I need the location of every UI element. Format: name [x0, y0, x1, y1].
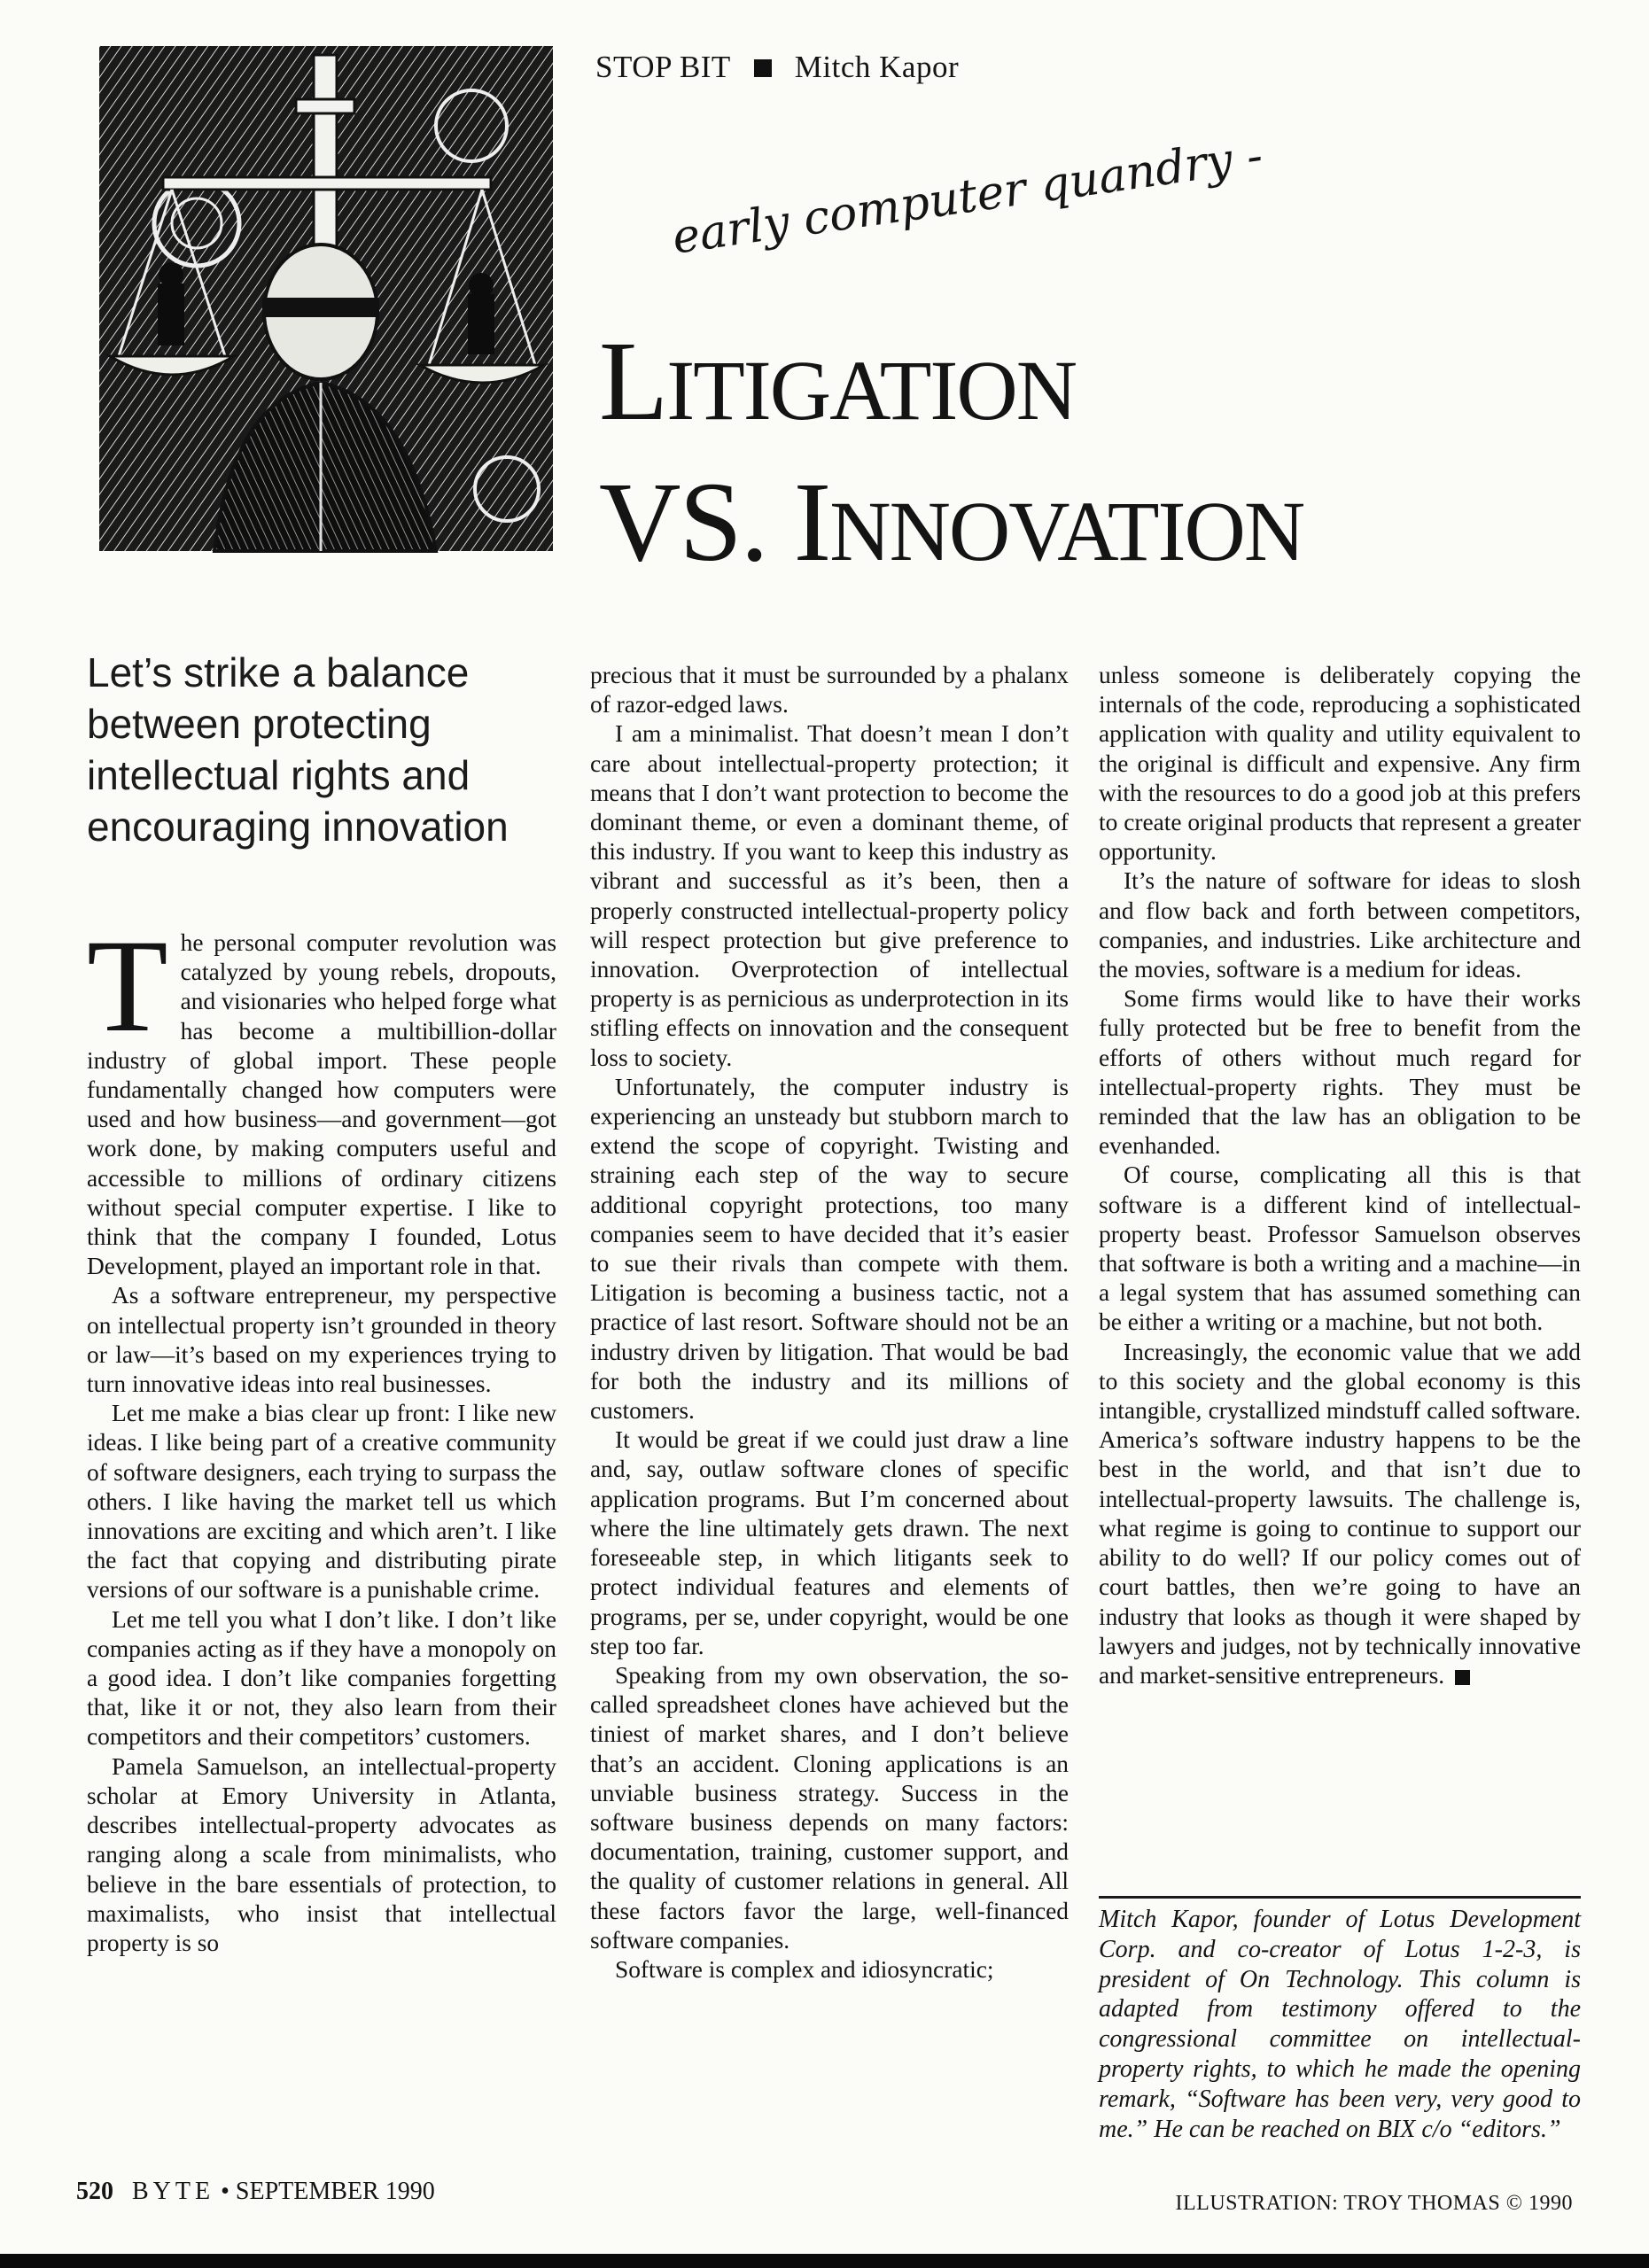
paragraph: unless someone is deliberately copying the internals of the code, reproducing a sophisticated application with quality and utility equivalent to the original is difficult and expensive. Any firm with the resources to do a good job at this prefers to create original products that represent a greater opportunity. — [1099, 662, 1581, 866]
scales-of-justice-icon — [99, 46, 553, 551]
column-author: Mitch Kapor — [794, 50, 960, 84]
paragraph: Of course, complicating all this is that software is a different kind of intellectual-property beast. Professor Samuelson observes that software is both a writing and a machine—in a legal system that has assumed something can be either a writing or a machine, but not both. — [1099, 1161, 1581, 1336]
column-name: STOP BIT — [595, 50, 731, 84]
page-folio — [76, 2178, 435, 2206]
paragraph: Increasingly, the economic value that we add to this society and the global economy is this intangible, crystallized mindstuff called software. America’s software industry happens to be the best in the world, and that isn’t due to intellectual-property lawsuits. The challenge is, what regime is going to continue to support our ability to do well? If our policy comes out of court battles, then we’re going to have an industry that looks as though it were shaped by lawyers and judges, not by technically innovative and market-sensitive entrepreneurs. — [1099, 1338, 1581, 1689]
square-bullet-icon — [754, 59, 772, 77]
paragraph: Speaking from my own observation, the so-called spreadsheet clones have achieved but the tiniest of market shares, and I don’t believe that’s an accident. Cloning applications is an unviable business strategy. Success in the software business depends on many factors: documentation, training, customer support, and the quality of customer relations in general. All these factors favor the large, well-financed software companies. — [590, 1661, 1069, 1953]
headline-line-1: LITIGATION — [599, 318, 1077, 444]
issue-date: SEPTEMBER 1990 — [235, 2178, 435, 2205]
paragraph: As a software entrepreneur, my perspective on intellectual property isn’t grounded in theory or law—it’s based on my experiences trying to turn innovative ideas into real businesses. — [87, 1282, 556, 1398]
folio-bullet: • — [221, 2178, 229, 2205]
paragraph: Software is complex and idiosyncratic; — [615, 1955, 994, 1983]
end-mark-icon — [1455, 1670, 1470, 1685]
body-column-1 — [87, 913, 556, 1958]
paragraph: It would be great if we could just draw a line and, say, outlaw software clones of specific application programs. But I’m concerned about where the line ultimately gets drawn. The next foreseeable step, in which litigants seek to protect individual features and elements of programs, per se, under copyright, would be one step too far. — [590, 1426, 1069, 1659]
column-header — [595, 50, 959, 85]
paragraph: Pamela Samuelson, an intellectual-property scholar at Emory University in Atlanta, describes intellectual-property advocates as ranging along a scale from minimalists, who believe in the bare essentials of protection, to maximalists, who insist that intellectual property is so — [87, 1752, 556, 1956]
paragraph: The personal computer revolution was catalyzed by young rebels, dropouts, and visionaries who helped forge what has become a multibillion-dollar industry of global import. These people fundamentally changed how computers were used and how business—and government—got work done, by making computers useful and accessible to millions of ordinary citizens without special computer expertise. I like to think that the company I founded, Lotus Development, played an important role in that. — [87, 913, 556, 1280]
bio-divider — [1099, 1896, 1581, 1899]
page-number: 520 — [76, 2178, 113, 2205]
article-deck: Let’s strike a balance between protecting intellectual rights and encouraging innovation — [87, 649, 509, 850]
body-column-3 — [1099, 661, 1581, 1690]
paragraph: Some firms would like to have their works fully protected but be free to benefit from the efforts of others without much regard for intellectual-property rights. They must be reminded that the law has an obligation to be evenhanded. — [1099, 985, 1581, 1160]
paragraph: It’s the nature of software for ideas to slosh and flow back and forth between competitors, companies, and industries. Like architecture and the movies, software is a medium for ideas. — [1099, 867, 1581, 983]
drop-cap: T — [87, 913, 168, 1060]
body-column-2 — [590, 661, 1069, 1984]
paragraph: Let me tell you what I don’t like. I don’t like companies acting as if they have a monopoly on a good idea. I don’t like companies forgetting that, like it or not, they also learn from their competitors and their competitors’ customers. — [87, 1605, 556, 1751]
headline-line-2: VS. INNOVATION — [599, 459, 1304, 585]
author-bio: Mitch Kapor, founder of Lotus Development Corp. and co-creator of Lotus 1-2-3, is president of On Technology. This column is adapted from testimony offered to the congressional committee on intellectual-property rights, to which he made the opening remark, “Software has been very, very good to me.” He can be reached on BIX c/o “editors.” — [1099, 1906, 1581, 2143]
paragraph: precious that it must be surrounded by a phalanx of razor-edged laws. — [590, 662, 1069, 718]
handwritten-annotation — [669, 128, 1266, 310]
paragraph: I am a minimalist. That doesn’t mean I don’t care about intellectual-property protection; it means that I don’t want protection to become the dominant theme, or even a dominant theme, of this industry. If you want to keep this industry as vibrant and successful as it’s been, then a properly constructed intellectual-property policy will respect protection but give preference to innovation. Overprotection of intellectual property is as pernicious as underprotection in its stifling effects on innovation and the consequent loss to society. — [590, 720, 1069, 1071]
magazine-name: BYTE — [132, 2178, 215, 2205]
paragraph: Let me make a bias clear up front: I like new ideas. I like being part of a creative community of software designers, each trying to surpass the others. I like having the market tell us which innovations are exciting and which aren’t. I like the fact that copying and distributing pirate versions of our software is a punishable crime. — [87, 1400, 556, 1604]
page-title — [599, 315, 1618, 597]
handwritten-note-text: early computer quandry - — [669, 128, 1266, 265]
paragraph: Unfortunately, the computer industry is experiencing an unsteady but stubborn march to extend the scope of copyright. Twisting and straining each step of the way to secure additional copyright protections, too many companies seem to have decided that it’s easier to sue their rivals than compete with them. Litigation is becoming a business tactic, not a practice of last resort. Software should not be an industry driven by litigation. That would be bad for both the industry and its millions of customers. — [590, 1073, 1069, 1425]
illustration-credit: ILLUSTRATION: TROY THOMAS © 1990 — [1175, 2192, 1573, 2215]
scan-edge — [0, 2254, 1649, 2268]
